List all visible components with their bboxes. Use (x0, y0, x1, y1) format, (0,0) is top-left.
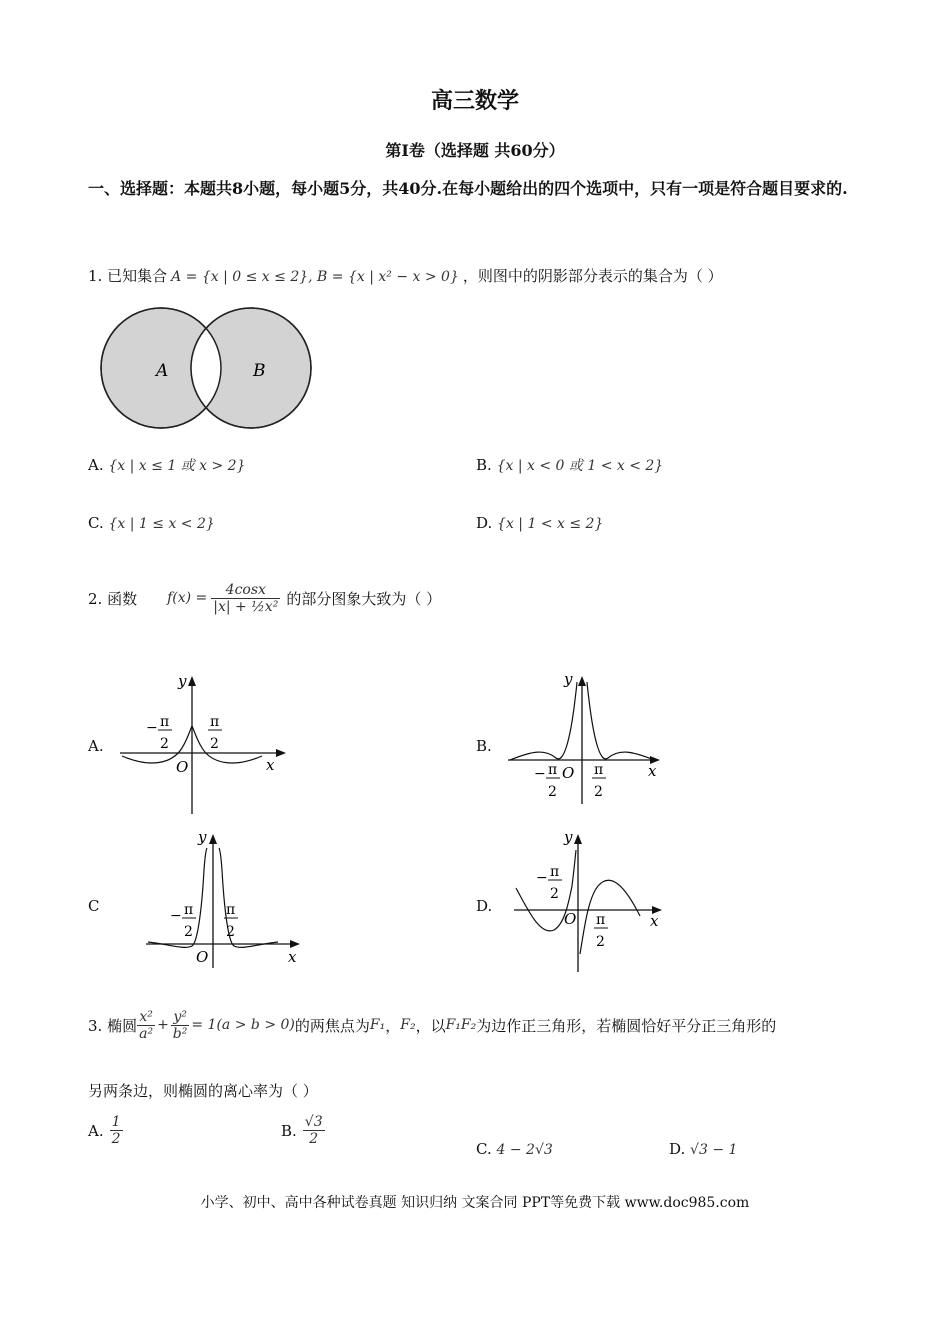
q1-option-b[interactable] (476, 455, 663, 475)
q1-option-c-math: {x | 1 ≤ x < 2} (108, 516, 215, 532)
q3-f1: F₁ (369, 1017, 386, 1033)
part-subtitle: 第Ⅰ卷（选择题 共60分） (385, 141, 565, 160)
venn-label-a: A (156, 361, 169, 381)
venn-diagram (98, 305, 318, 430)
q1-option-d[interactable] (476, 514, 603, 532)
q3-option-a-letter: A. (88, 1121, 104, 1140)
q3-eq-y-frac: $\frac{\text{y²}}{\text{b²}}$ (172, 1008, 188, 1042)
q3-suffix: 为边作正三角形，若椭圆恰好平分正三角形的 (476, 1016, 777, 1035)
question-2-func-numerator: 4cosx (225, 581, 266, 598)
venn-label-b: B (253, 361, 266, 381)
svg-text:2: 2 (594, 784, 603, 800)
svg-text:O: O (196, 948, 209, 966)
q3-option-d-math: √3 − 1 (690, 1142, 738, 1158)
graph-b (500, 668, 670, 808)
svg-text:x: x (266, 756, 275, 774)
q1-option-c-letter: C. (88, 514, 104, 532)
svg-text:O: O (562, 764, 575, 782)
q2-option-c-letter[interactable]: C (88, 897, 100, 915)
svg-text:π: π (160, 714, 170, 730)
q1-option-a-math: {x | x ≤ 1 或 x > 2} (108, 458, 246, 474)
question-2-func-denominator: |x| + ½x² (213, 598, 279, 615)
svg-text:2: 2 (160, 736, 169, 752)
q3-option-b-frac: $\frac{√3}{2}$ (304, 1114, 323, 1147)
graph-c (140, 826, 310, 970)
question-2 (88, 562, 441, 634)
question-3-line2: 另两条边，则椭圆的离心率为（ ） (88, 1082, 318, 1100)
svg-text:π: π (226, 902, 236, 918)
question-2-func-lhs: f(x) = (167, 590, 208, 606)
q3-comma: ， (385, 1016, 401, 1035)
q1-option-b-letter: B. (476, 456, 492, 474)
graph-a (110, 668, 295, 818)
svg-text:2: 2 (210, 736, 219, 752)
q3-option-c-math: 4 − 2√3 (496, 1142, 553, 1158)
svg-text:−: − (534, 766, 546, 782)
q2-option-b-letter[interactable]: B. (476, 737, 492, 755)
svg-text:2: 2 (184, 924, 193, 940)
question-1 (88, 265, 723, 286)
q3-option-a-frac: $\frac{1}{2}$ (111, 1114, 121, 1147)
graph-d (510, 826, 670, 976)
question-1-suffix: ，则图中的阴影部分表示的集合为（ ） (462, 267, 723, 285)
svg-text:−: − (536, 870, 548, 886)
page-title: 高三数学 (430, 88, 519, 114)
q3-option-b[interactable] (281, 1114, 325, 1147)
q3-f1f2: F₁F₂ (445, 1017, 477, 1033)
svg-text:−: − (146, 720, 158, 736)
question-1-sets: A = {x | 0 ≤ x ≤ 2}, B = {x | x² − x > 0} (171, 269, 459, 285)
q2-option-a-letter[interactable]: A. (88, 737, 104, 755)
svg-text:2: 2 (548, 784, 557, 800)
svg-text:x: x (288, 948, 297, 966)
question-3-prefix: 3. 椭圆 (88, 1016, 138, 1035)
question-2-suffix: 的部分图象大致为（ ） (286, 589, 442, 608)
q1-option-c[interactable] (88, 514, 215, 532)
q3-option-b-letter: B. (281, 1121, 297, 1140)
section-instructions: 一、选择题：本题共8小题，每小题5分，共40分.在每小题给出的四个选项中，只有一项是符合题目要求的. (88, 179, 848, 198)
q1-option-b-math: {x | x < 0 或 1 < x < 2} (496, 458, 664, 474)
q3-mid1: 的两焦点为 (294, 1016, 370, 1035)
question-3: 3. 椭圆 $\frac{\text{x²}}{\text{a²}}$ + $\frac{\text{y²}}{\text{b²}}$ = 1(a > b > 0) 的两焦点为 F₁ ， F₂ ，以 F₁F₂ 为边作正三角形，若椭圆恰好平分正三角形的 (88, 1008, 777, 1042)
question-2-prefix: 2. 函数 (88, 589, 138, 608)
svg-text:2: 2 (596, 934, 605, 950)
q3-option-d[interactable] (669, 1140, 737, 1158)
q1-option-a[interactable] (88, 455, 246, 475)
q3-f2: F₂ (400, 1017, 416, 1033)
question-1-prefix: 1. 已知集合 (88, 267, 168, 285)
q3-option-d-letter: D. (669, 1140, 686, 1158)
q3-mid2: ，以 (415, 1016, 446, 1035)
svg-text:2: 2 (226, 924, 235, 940)
svg-text:π: π (184, 902, 194, 918)
svg-text:y: y (564, 670, 573, 688)
svg-text:O: O (176, 758, 189, 776)
svg-text:x: x (650, 912, 659, 930)
q3-option-c[interactable] (476, 1140, 553, 1158)
question-2-func-fraction (211, 582, 280, 615)
q1-option-a-letter: A. (88, 456, 104, 474)
svg-text:π: π (210, 714, 220, 730)
q3-option-c-letter: C. (476, 1140, 492, 1158)
svg-text:π: π (550, 864, 560, 880)
q3-option-a[interactable] (88, 1114, 123, 1147)
q1-option-d-math: {x | 1 < x ≤ 2} (497, 516, 604, 532)
svg-text:π: π (548, 762, 558, 778)
q3-eq-x-frac: $\frac{\text{x²}}{\text{a²}}$ (139, 1008, 154, 1042)
q3-eq-tail: = 1(a > b > 0) (191, 1017, 295, 1033)
svg-text:x: x (648, 762, 657, 780)
svg-text:π: π (594, 762, 604, 778)
footer-text: 小学、初中、高中各种试卷真题 知识归纳 文案合同 PPT等免费下载 www.doc985.com (200, 1195, 750, 1211)
svg-text:2: 2 (550, 886, 559, 902)
svg-text:y: y (178, 672, 187, 690)
svg-text:y: y (564, 828, 573, 846)
svg-text:π: π (596, 912, 606, 928)
q2-option-d-letter[interactable]: D. (476, 897, 493, 915)
q1-option-d-letter: D. (476, 514, 493, 532)
svg-text:−: − (170, 908, 182, 924)
svg-text:y: y (198, 828, 207, 846)
svg-text:O: O (564, 910, 577, 928)
